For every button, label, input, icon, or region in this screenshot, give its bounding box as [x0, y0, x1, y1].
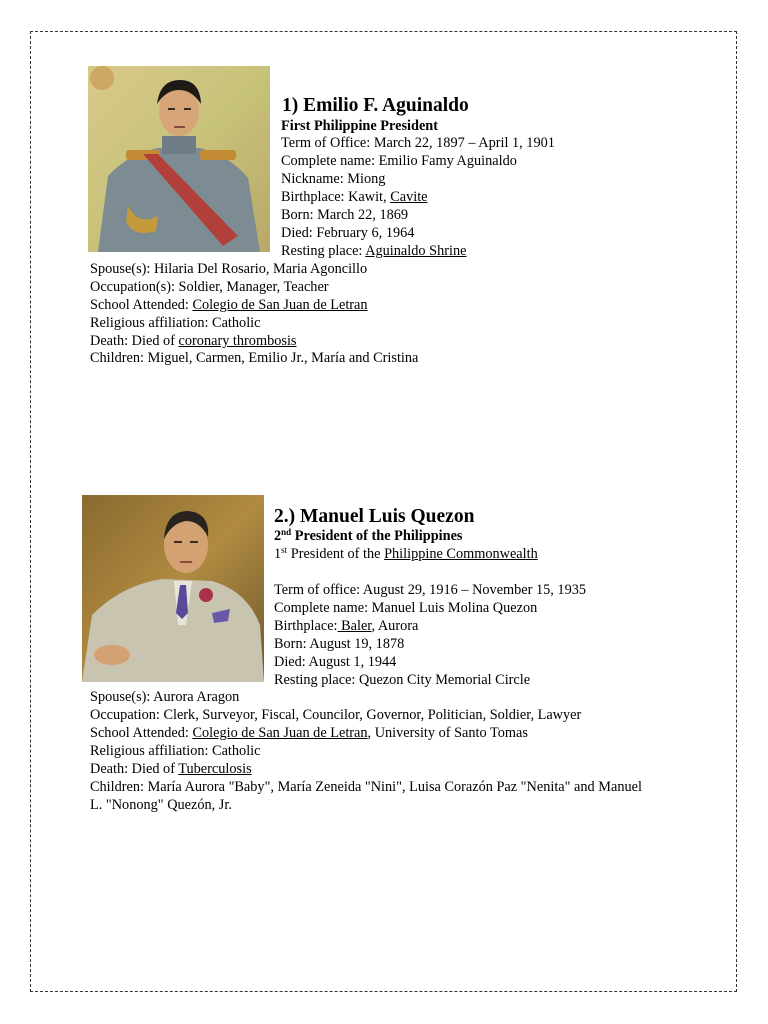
commonwealth-ordinal: st [281, 545, 288, 555]
tuberculosis-link[interactable]: Tuberculosis [178, 761, 252, 777]
birthplace-label: Birthplace: [274, 618, 338, 634]
commonwealth-label: President of the [287, 546, 385, 562]
president1-religion: Religious affiliation: Catholic [90, 315, 261, 331]
president1-resting-place [281, 243, 466, 261]
president2-spouses: Spouse(s): Aurora Aragon [90, 689, 240, 705]
president2-term: Term of office: August 29, 1916 – November 15, 1935 [274, 582, 587, 598]
president2-occupation: Occupation: Clerk, Surveyor, Fiscal, Councilor, Governor, Politician, Soldier, Lawyer [90, 707, 582, 723]
president2-commonwealth [274, 546, 538, 564]
president2-resting-place: Resting place: Quezon City Memorial Circle [274, 672, 531, 688]
aguinaldo-portrait [88, 66, 270, 252]
school-label: School Attended: [90, 725, 193, 741]
death-label: Death: Died of [90, 333, 179, 349]
president1-nickname: Nickname: Miong [281, 171, 386, 187]
president1-death [90, 333, 296, 351]
birthplace-label: Birthplace: Kawit, [281, 189, 391, 205]
president1-died: Died: February 6, 1964 [281, 225, 415, 241]
cavite-link[interactable]: Cavite [390, 189, 428, 205]
aguinaldo-shrine-link[interactable]: Aguinaldo Shrine [365, 243, 467, 259]
president1-birthplace [281, 189, 428, 207]
letran-link[interactable]: Colegio de San Juan de Letran [192, 297, 368, 313]
president2-heading: 2.) Manuel Luis Quezon [274, 506, 475, 527]
resting-label: Resting place: [281, 243, 366, 259]
president2-birthplace [274, 618, 418, 636]
baler-link[interactable]: Baler [337, 618, 372, 634]
death-label: Death: Died of [90, 761, 179, 777]
school-label: School Attended: [90, 297, 193, 313]
birthplace-rest: , Aurora [371, 618, 419, 634]
subtitle-text: President of the Philippines [291, 528, 463, 544]
commonwealth-number: 1 [274, 546, 282, 562]
coronary-thrombosis-link[interactable]: coronary thrombosis [178, 333, 297, 349]
letran-link[interactable]: Colegio de San Juan de Letran [192, 725, 368, 741]
president2-complete-name: Complete name: Manuel Luis Molina Quezon [274, 600, 538, 616]
subtitle-ordinal: nd [281, 527, 292, 537]
president1-complete-name: Complete name: Emilio Famy Aguinaldo [281, 153, 517, 169]
president1-subtitle: First Philippine President [281, 118, 439, 134]
president2-religion: Religious affiliation: Catholic [90, 743, 261, 759]
president1-term: Term of Office: March 22, 1897 – April 1, 1901 [281, 135, 555, 151]
president1-spouses: Spouse(s): Hilaria Del Rosario, Maria Agoncillo [90, 261, 368, 277]
president2-school [90, 725, 528, 743]
quezon-portrait [82, 495, 264, 682]
president2-subtitle [274, 528, 462, 546]
subtitle-number: 2 [274, 528, 282, 544]
president2-death [90, 761, 252, 779]
president1-occupation: Occupation(s): Soldier, Manager, Teacher [90, 279, 329, 295]
president1-heading: 1) Emilio F. Aguinaldo [282, 95, 469, 116]
philippine-commonwealth-link[interactable]: Philippine Commonwealth [384, 546, 538, 562]
president1-children: Children: Miguel, Carmen, Emilio Jr., María and Cristina [90, 350, 419, 366]
school-rest: , University of Santo Tomas [367, 725, 528, 741]
president2-died: Died: August 1, 1944 [274, 654, 397, 670]
president2-children-line2: L. "Nonong" Quezón, Jr. [90, 797, 232, 813]
president2-children-line1: Children: María Aurora "Baby", María Zeneida "Nini", Luisa Corazón Paz "Nenita" and Manuel [90, 779, 642, 795]
president2-born: Born: August 19, 1878 [274, 636, 405, 652]
president1-born: Born: March 22, 1869 [281, 207, 409, 223]
president1-school [90, 297, 368, 315]
